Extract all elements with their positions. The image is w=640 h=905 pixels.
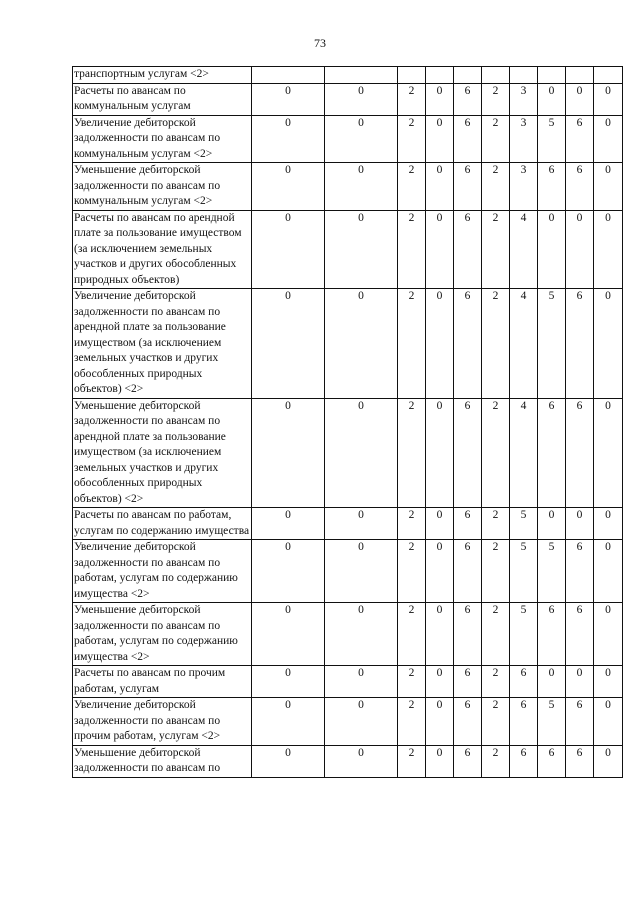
- code-digit-cell: 0: [325, 83, 398, 115]
- code-digit-cell: 0: [325, 163, 398, 211]
- code-digit-cell: 6: [566, 698, 594, 746]
- code-digit-cell: 0: [252, 398, 325, 508]
- code-digit-cell: 4: [510, 210, 538, 289]
- code-digit-cell: [566, 67, 594, 84]
- table-row: [73, 115, 623, 163]
- code-digit-cell: 0: [538, 666, 566, 698]
- code-digit-cell: 0: [538, 508, 566, 540]
- code-digit-cell: 0: [252, 289, 325, 399]
- code-digit-cell: 0: [426, 698, 454, 746]
- code-digit-cell: [426, 67, 454, 84]
- code-digit-cell: 0: [426, 745, 454, 777]
- row-description: Увеличение дебиторской задолженности по авансам по арендной плате за пользование имуществом (за исключением земельных участков и других обособленных природных объектов) <2>: [73, 289, 252, 399]
- row-description: Расчеты по авансам по прочим работам, услугам: [73, 666, 252, 698]
- code-digit-cell: 6: [454, 540, 482, 603]
- code-digit-cell: 2: [398, 398, 426, 508]
- row-description: Увеличение дебиторской задолженности по авансам по работам, услугам по содержанию имущества <2>: [73, 540, 252, 603]
- code-digit-cell: 0: [252, 666, 325, 698]
- table-row: [73, 540, 623, 603]
- code-digit-cell: 0: [538, 83, 566, 115]
- code-digit-cell: 2: [482, 508, 510, 540]
- code-digit-cell: 6: [566, 398, 594, 508]
- code-digit-cell: 6: [566, 115, 594, 163]
- code-digit-cell: [538, 67, 566, 84]
- code-digit-cell: 2: [398, 540, 426, 603]
- code-digit-cell: 0: [594, 289, 623, 399]
- code-digit-cell: 2: [398, 698, 426, 746]
- code-digit-cell: 0: [252, 540, 325, 603]
- code-digit-cell: 2: [482, 163, 510, 211]
- code-digit-cell: 5: [538, 289, 566, 399]
- code-digit-cell: 6: [454, 163, 482, 211]
- code-digit-cell: 2: [482, 698, 510, 746]
- code-digit-cell: 6: [566, 603, 594, 666]
- code-digit-cell: 0: [594, 603, 623, 666]
- page-number: 73: [314, 36, 326, 50]
- row-description: Увеличение дебиторской задолженности по авансам по коммунальным услугам <2>: [73, 115, 252, 163]
- code-digit-cell: 0: [325, 745, 398, 777]
- code-digit-cell: 0: [325, 666, 398, 698]
- code-digit-cell: 2: [398, 289, 426, 399]
- row-description: Расчеты по авансам по арендной плате за пользование имуществом (за исключением земельных участков и других обособленных природных объектов): [73, 210, 252, 289]
- code-digit-cell: 0: [566, 508, 594, 540]
- code-digit-cell: 2: [398, 745, 426, 777]
- table-row: [73, 745, 623, 777]
- code-digit-cell: 6: [454, 210, 482, 289]
- code-digit-cell: 6: [538, 745, 566, 777]
- row-description: Уменьшение дебиторской задолженности по авансам по: [73, 745, 252, 777]
- code-digit-cell: 0: [426, 115, 454, 163]
- code-digit-cell: 0: [566, 210, 594, 289]
- code-digit-cell: 0: [252, 698, 325, 746]
- code-digit-cell: 6: [566, 163, 594, 211]
- table-row: [73, 398, 623, 508]
- code-digit-cell: 2: [482, 666, 510, 698]
- code-digit-cell: 2: [482, 83, 510, 115]
- code-digit-cell: 2: [482, 540, 510, 603]
- code-digit-cell: 6: [454, 83, 482, 115]
- row-description: Расчеты по авансам по работам, услугам по содержанию имущества: [73, 508, 252, 540]
- row-description: Расчеты по авансам по коммунальным услугам: [73, 83, 252, 115]
- code-digit-cell: 4: [510, 398, 538, 508]
- code-digit-cell: 6: [538, 163, 566, 211]
- code-digit-cell: [252, 67, 325, 84]
- table-row: [73, 666, 623, 698]
- code-digit-cell: 5: [538, 540, 566, 603]
- code-digit-cell: 3: [510, 115, 538, 163]
- table-row: [73, 698, 623, 746]
- code-digit-cell: [594, 67, 623, 84]
- code-digit-cell: 6: [454, 745, 482, 777]
- code-digit-cell: 0: [252, 115, 325, 163]
- code-digit-cell: 0: [594, 398, 623, 508]
- code-digit-cell: 5: [510, 540, 538, 603]
- code-digit-cell: 3: [510, 83, 538, 115]
- code-digit-cell: 6: [454, 603, 482, 666]
- code-digit-cell: 6: [566, 745, 594, 777]
- code-digit-cell: 0: [325, 398, 398, 508]
- code-digit-cell: 0: [594, 210, 623, 289]
- code-digit-cell: 0: [426, 210, 454, 289]
- code-digit-cell: 2: [482, 398, 510, 508]
- code-digit-cell: 2: [398, 603, 426, 666]
- code-digit-cell: 0: [325, 210, 398, 289]
- table-row: [73, 163, 623, 211]
- code-digit-cell: 0: [426, 540, 454, 603]
- code-digit-cell: 0: [426, 666, 454, 698]
- code-digit-cell: 0: [325, 289, 398, 399]
- code-digit-cell: 0: [426, 398, 454, 508]
- code-digit-cell: 0: [594, 698, 623, 746]
- code-digit-cell: [398, 67, 426, 84]
- code-digit-cell: 0: [325, 540, 398, 603]
- code-digit-cell: 2: [398, 508, 426, 540]
- accounts-table: [72, 66, 623, 778]
- code-digit-cell: 4: [510, 289, 538, 399]
- code-digit-cell: 0: [594, 540, 623, 603]
- code-digit-cell: 2: [398, 666, 426, 698]
- code-digit-cell: 0: [594, 83, 623, 115]
- table-row: [73, 210, 623, 289]
- code-digit-cell: 0: [594, 745, 623, 777]
- code-digit-cell: 6: [454, 289, 482, 399]
- code-digit-cell: [510, 67, 538, 84]
- code-digit-cell: 6: [538, 398, 566, 508]
- code-digit-cell: 0: [426, 508, 454, 540]
- code-digit-cell: 2: [482, 289, 510, 399]
- code-digit-cell: 0: [325, 603, 398, 666]
- code-digit-cell: [454, 67, 482, 84]
- code-digit-cell: 0: [594, 666, 623, 698]
- code-digit-cell: 0: [325, 115, 398, 163]
- code-digit-cell: 0: [426, 163, 454, 211]
- code-digit-cell: 6: [454, 666, 482, 698]
- table-row: [73, 67, 623, 84]
- row-description: Уменьшение дебиторской задолженности по авансам по работам, услугам по содержанию имущества <2>: [73, 603, 252, 666]
- code-digit-cell: 0: [325, 508, 398, 540]
- code-digit-cell: 2: [398, 83, 426, 115]
- code-digit-cell: 0: [252, 603, 325, 666]
- table-row: [73, 603, 623, 666]
- code-digit-cell: 0: [566, 666, 594, 698]
- code-digit-cell: 0: [252, 745, 325, 777]
- code-digit-cell: 0: [252, 83, 325, 115]
- code-digit-cell: 0: [426, 289, 454, 399]
- code-digit-cell: 0: [426, 603, 454, 666]
- code-digit-cell: 5: [538, 698, 566, 746]
- code-digit-cell: 0: [538, 210, 566, 289]
- code-digit-cell: 2: [482, 603, 510, 666]
- table-row: [73, 289, 623, 399]
- code-digit-cell: 0: [426, 83, 454, 115]
- code-digit-cell: 3: [510, 163, 538, 211]
- code-digit-cell: 2: [482, 210, 510, 289]
- code-digit-cell: 0: [252, 210, 325, 289]
- row-description: Увеличение дебиторской задолженности по авансам по прочим работам, услугам <2>: [73, 698, 252, 746]
- code-digit-cell: 6: [510, 698, 538, 746]
- code-digit-cell: [482, 67, 510, 84]
- code-digit-cell: 0: [566, 83, 594, 115]
- code-digit-cell: 0: [252, 163, 325, 211]
- code-digit-cell: 5: [538, 115, 566, 163]
- code-digit-cell: 6: [454, 115, 482, 163]
- table-row: [73, 508, 623, 540]
- code-digit-cell: 6: [566, 540, 594, 603]
- code-digit-cell: 6: [566, 289, 594, 399]
- code-digit-cell: 6: [510, 745, 538, 777]
- code-digit-cell: 5: [510, 508, 538, 540]
- code-digit-cell: 0: [594, 163, 623, 211]
- code-digit-cell: 2: [398, 163, 426, 211]
- code-digit-cell: 5: [510, 603, 538, 666]
- row-description: Уменьшение дебиторской задолженности по авансам по коммунальным услугам <2>: [73, 163, 252, 211]
- code-digit-cell: 6: [454, 698, 482, 746]
- code-digit-cell: 2: [398, 210, 426, 289]
- code-digit-cell: 2: [482, 115, 510, 163]
- code-digit-cell: 0: [594, 508, 623, 540]
- row-description: Уменьшение дебиторской задолженности по авансам по арендной плате за пользование имуществом (за исключением земельных участков и других обособленных природных объектов) <2>: [73, 398, 252, 508]
- code-digit-cell: 6: [510, 666, 538, 698]
- row-description: транспортным услугам <2>: [73, 67, 252, 84]
- code-digit-cell: 0: [594, 115, 623, 163]
- code-digit-cell: [325, 67, 398, 84]
- code-digit-cell: 6: [538, 603, 566, 666]
- code-digit-cell: 2: [398, 115, 426, 163]
- code-digit-cell: 6: [454, 398, 482, 508]
- code-digit-cell: 6: [454, 508, 482, 540]
- table-row: [73, 83, 623, 115]
- code-digit-cell: 0: [325, 698, 398, 746]
- code-digit-cell: 0: [252, 508, 325, 540]
- code-digit-cell: 2: [482, 745, 510, 777]
